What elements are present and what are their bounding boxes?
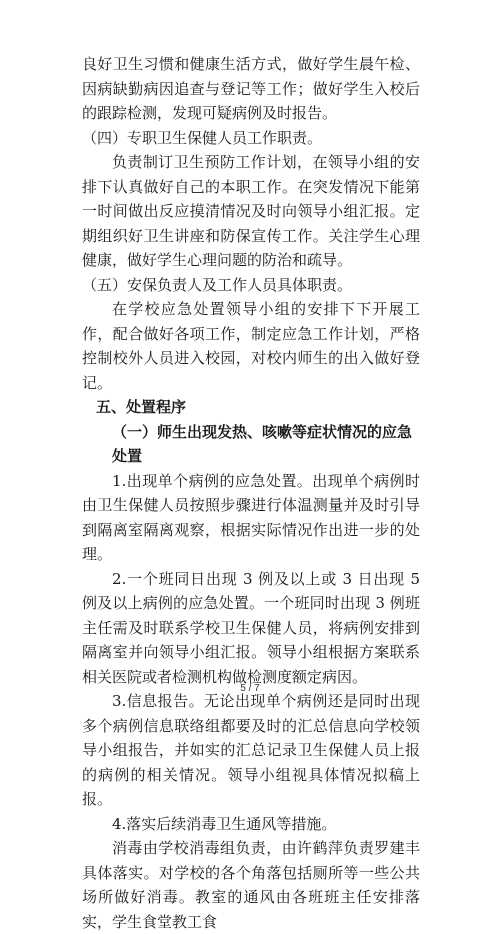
- paragraph-disinfection-details: 消毒由学校消毒组负责，由许鹤萍负责罗建丰具体落实。对学校的各个角落包括厕所等一些公共场所做好消毒。教室的通风由各班班主任安排落实，学生食堂教工食: [82, 839, 420, 931]
- paragraph-information-report: 3.信息报告。无论出现单个病例还是同时出现多个病例信息联络组都要及时的汇总信息向学校领导小组报告，并如实的汇总记录卫生保健人员上报的病例的相关情况。领导小组视具体情况拟稿上报。: [82, 692, 420, 808]
- paragraph-continuation: 良好卫生习惯和健康生活方式，做好学生晨午检、因病缺勤病因追查与登记等工作；做好学生入校后的跟踪检测，发现可疑病例及时报告。: [82, 55, 420, 122]
- paragraph-security-duties: 在学校应急处置领导小组的安排下下开展工作，配合做好各项工作，制定应急工作计划，严格控制校外人员进入校园，对校内师生的出入做好登记。: [82, 300, 420, 392]
- section-heading-five: （五）安保负责人及工作人员具体职责。: [82, 275, 353, 294]
- subheading-fever-cough-response: （一）师生出现发热、咳嗽等症状情况的应急处置: [112, 422, 413, 465]
- paragraph-multiple-cases: 2.一个班同日出现 3 例及以上或 3 日出现 5 例及以上病例的应急处置。一个班同时出现 3 例班主任需及时联系学校卫生保健人员，将病例安排到隔离室并向领导小组汇报。领导小组根据方案联系相关医院或者检测机构做检测度额定病因。: [82, 569, 420, 686]
- paragraph-single-case: 1.出现单个病例的应急处置。出现单个病例时由卫生保健人员按照步骤进行体温测量并及时引导到隔离室隔离观察，根据实际情况作出进一步的处理。: [82, 471, 420, 563]
- chapter-heading-procedures: 五、处置程序: [96, 398, 187, 416]
- page-number: 5 / 7: [240, 683, 260, 694]
- paragraph-disinfection-measures: 4.落实后续消毒卫生通风等措施。: [112, 814, 337, 833]
- section-heading-four: （四）专职卫生保健人员工作职责。: [82, 128, 323, 147]
- document-body: [82, 52, 420, 934]
- paragraph-health-staff-duties: 负责制订卫生预防工作计划，在领导小组的安排下认真做好自己的本职工作。在突发情况下能第一时间做出反应摸清情况及时向领导小组汇报。定期组织好卫生讲座和防保宣传工作。关注学生心理健康，做好学生心理问题的防治和疏导。: [82, 153, 420, 269]
